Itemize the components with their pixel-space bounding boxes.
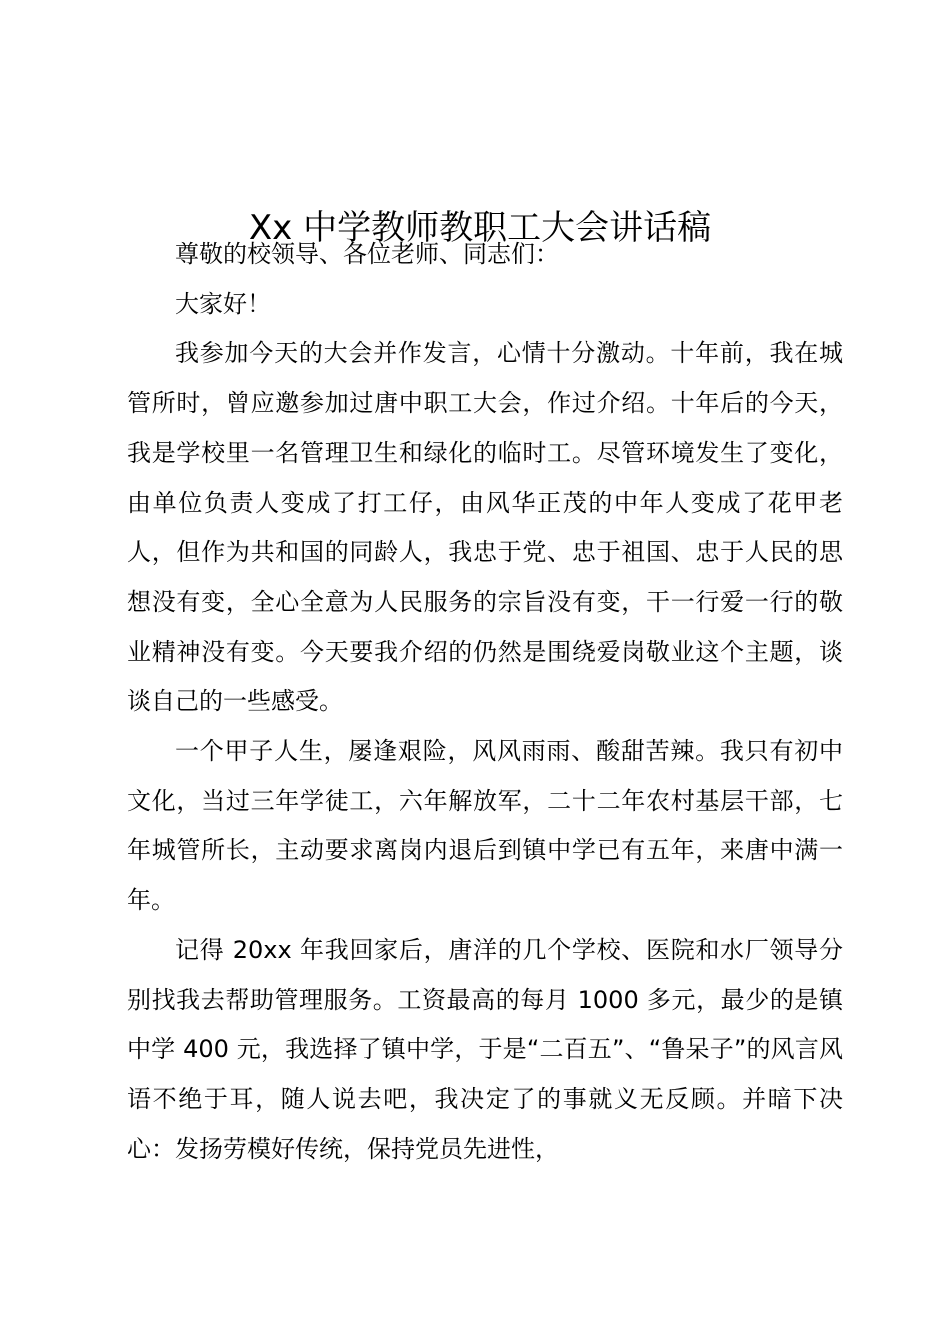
salutation-paragraph: 尊敬的校领导、各位老师、同志们： xyxy=(175,240,559,268)
body-paragraph: 记得 20xx 年我回家后，唐洋的几个学校、医院和水厂领导分别找我去帮助管理服务。工资最高的每月 1000 多元，最少的是镇中学 400 元，我选择了镇中学，于是“二百五”、“鲁呆子”的风言风语不绝于耳，随人说去吧，我决定了的事就义无反顾。并暗下决心：发扬劳模好传统，保持党员先进性， xyxy=(127,935,843,1163)
body-paragraph: 我参加今天的大会并作发言，心情十分激动。十年前，我在城管所时，曾应邀参加过唐中职工大会，作过介绍。十年后的今天，我是学校里一名管理卫生和绿化的临时工。尽管环境发生了变化，由单位负责人变成了打工仔，由风华正茂的中年人变成了花甲老人，但作为共和国的同龄人，我忠于党、忠于祖国、忠于人民的思想没有变，全心全意为人民服务的宗旨没有变，干一行爱一行的敬业精神没有变。今天要我介绍的仍然是围绕爱岗敬业这个主题，谈谈自己的一些感受。 xyxy=(127,339,843,716)
greeting-paragraph: 大家好！ xyxy=(175,289,271,318)
document-body xyxy=(127,230,843,1174)
body-paragraph: 一个甲子人生，屡逢艰险，风风雨雨、酸甜苦辣。我只有初中文化，当过三年学徒工，六年解放军，二十二年农村基层干部，七年城管所长，主动要求离岗内退后到镇中学已有五年，来唐中满一年。 xyxy=(127,737,843,915)
document-title: Xx 中学教师教职工大会讲话稿 xyxy=(248,207,712,248)
